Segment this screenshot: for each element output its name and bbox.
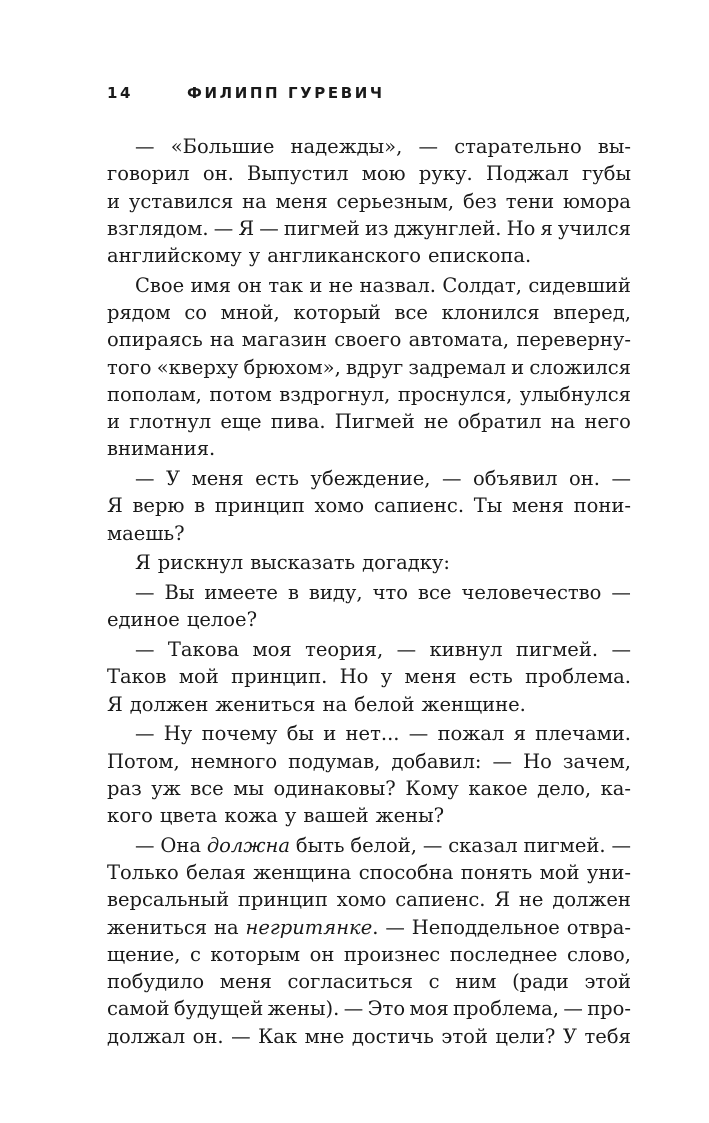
word: — xyxy=(611,581,631,604)
word: с xyxy=(189,942,201,966)
word: достичь xyxy=(351,1024,434,1048)
word: — xyxy=(135,135,155,158)
word: у xyxy=(248,244,261,267)
text-line xyxy=(107,748,631,775)
word: принцип xyxy=(214,494,305,518)
word: рядом xyxy=(107,301,171,324)
word: автомата, xyxy=(408,328,510,352)
word: — xyxy=(135,833,155,857)
word: принцип. xyxy=(231,665,328,689)
word: Но xyxy=(523,749,552,773)
word: жениться xyxy=(107,915,208,939)
word: не xyxy=(518,888,544,912)
word: Таков xyxy=(107,665,167,689)
word: должен xyxy=(552,888,631,912)
word: — xyxy=(135,722,155,746)
word: есть xyxy=(468,665,513,689)
word: он. xyxy=(192,1024,224,1048)
word: джунглей. xyxy=(393,216,502,240)
word: хомо xyxy=(314,494,365,518)
word: сказал xyxy=(448,833,518,857)
word: Это xyxy=(367,997,406,1021)
word: на xyxy=(209,328,235,352)
word: верю xyxy=(132,494,185,518)
word: без xyxy=(462,189,497,213)
text-line xyxy=(107,886,631,913)
word: версальный xyxy=(107,888,230,912)
word: жены? xyxy=(375,804,445,827)
word: меня xyxy=(511,494,564,518)
word xyxy=(207,832,290,859)
word: этой xyxy=(441,1024,488,1048)
word: уставился xyxy=(128,189,234,213)
word: что xyxy=(372,581,408,604)
word: уж xyxy=(151,776,181,800)
word: маешь? xyxy=(107,521,185,545)
word: и xyxy=(323,722,337,746)
word: Поджал xyxy=(486,162,569,186)
word: Только xyxy=(107,861,179,884)
word: ка- xyxy=(600,776,631,800)
word: задремал xyxy=(408,355,506,379)
word: У xyxy=(166,467,181,490)
word: — xyxy=(135,638,155,661)
word: мы xyxy=(233,776,264,800)
text-line xyxy=(107,465,631,492)
text-line xyxy=(107,549,631,576)
word: объявил xyxy=(472,467,558,490)
word: кого xyxy=(107,804,153,827)
text-line xyxy=(107,381,631,408)
word: — xyxy=(213,216,234,240)
word: жены). xyxy=(267,997,340,1021)
running-title: ФИЛИПП ГУРЕВИЧ xyxy=(187,84,385,102)
word: подумав, xyxy=(288,749,381,773)
text-line xyxy=(107,775,631,802)
word: — xyxy=(231,1024,251,1048)
word: — xyxy=(611,833,631,857)
text-line xyxy=(107,354,631,381)
word: — xyxy=(343,997,364,1021)
word: будущей xyxy=(173,997,264,1021)
word: внимания. xyxy=(107,437,216,461)
word: у xyxy=(284,804,297,827)
word: какое xyxy=(468,776,528,800)
word: того xyxy=(107,355,152,379)
word: Но xyxy=(506,216,536,240)
text-line xyxy=(107,272,631,299)
text-line xyxy=(107,408,631,435)
word: старательно xyxy=(454,135,582,158)
word: белой, xyxy=(350,833,417,857)
word: вздрогнул, xyxy=(279,382,391,406)
word: белая xyxy=(186,861,246,884)
word: цвета xyxy=(159,804,218,827)
word: слово, xyxy=(566,942,631,966)
word: — xyxy=(611,638,631,661)
text-line xyxy=(107,242,631,269)
text-line xyxy=(107,606,631,633)
word: мной, xyxy=(220,301,280,324)
word: зачем, xyxy=(562,749,631,773)
word: Неподдельное xyxy=(411,915,560,939)
text-line xyxy=(107,914,631,941)
word: — xyxy=(135,581,155,604)
word: Кому xyxy=(405,776,459,800)
word: самой xyxy=(107,997,170,1021)
word: вдруг xyxy=(346,355,404,379)
word: мне xyxy=(304,1024,345,1048)
running-header xyxy=(107,84,609,104)
text-line xyxy=(107,435,631,462)
word: в xyxy=(194,494,206,518)
word: немного xyxy=(190,749,278,773)
word: ним xyxy=(455,970,497,993)
word: сложился xyxy=(529,355,631,379)
word: щение, xyxy=(107,942,181,966)
word: магазин xyxy=(241,328,328,352)
text-line xyxy=(107,215,631,242)
text-line xyxy=(107,968,631,995)
word: — xyxy=(259,216,279,240)
text-line xyxy=(107,720,631,747)
emphasis: должна xyxy=(206,833,290,857)
text-line xyxy=(107,326,631,353)
word: (ради xyxy=(512,970,569,993)
word: принцип xyxy=(237,888,328,912)
word: опираясь xyxy=(107,328,203,352)
text-line xyxy=(107,691,631,718)
word: жениться xyxy=(215,692,316,716)
word: хомо xyxy=(336,888,387,912)
word: так xyxy=(268,273,303,297)
word: руку. xyxy=(418,162,473,186)
word: пигмей. xyxy=(523,833,606,857)
word: Я xyxy=(238,216,255,240)
word: пигмей. xyxy=(515,638,599,661)
word: со xyxy=(184,301,208,324)
word: он. xyxy=(202,162,234,186)
text-line xyxy=(107,802,631,829)
word: побудило xyxy=(107,970,205,993)
word: потом xyxy=(209,382,272,406)
word: Я xyxy=(494,888,511,912)
word: Выпустил xyxy=(247,162,349,186)
word: есть xyxy=(255,467,299,490)
word: Я xyxy=(107,692,123,716)
word: нет... xyxy=(345,722,400,746)
word: английскому xyxy=(107,244,242,267)
word: Такова xyxy=(167,638,240,661)
word: сапиенс. xyxy=(395,888,486,912)
word: плечами. xyxy=(535,722,631,746)
word: произнес xyxy=(343,942,441,966)
word: на xyxy=(322,692,348,716)
word: переверну- xyxy=(516,328,631,352)
word: добавил: xyxy=(391,749,482,773)
word: понять xyxy=(460,861,533,884)
word: рискнул xyxy=(157,551,244,575)
word: «Большие xyxy=(170,135,275,158)
word: пони- xyxy=(573,494,631,518)
word: почему xyxy=(201,722,278,746)
word: — xyxy=(492,749,513,773)
word: все xyxy=(190,776,224,800)
text-line xyxy=(107,133,631,160)
word: проснулся, xyxy=(397,382,513,406)
word: — xyxy=(408,722,429,746)
word: тени xyxy=(505,189,555,213)
word: Как xyxy=(258,1024,298,1048)
word: должен xyxy=(129,692,209,716)
word: — xyxy=(611,467,631,490)
word: убеждение, xyxy=(310,467,431,490)
word: — xyxy=(135,467,155,490)
word: надежды», xyxy=(290,135,403,158)
word: мой xyxy=(539,861,580,884)
word: должал xyxy=(107,1024,186,1048)
text-line xyxy=(107,941,631,968)
word: сапиенс. xyxy=(373,494,465,518)
word: все xyxy=(418,581,452,604)
word: — xyxy=(422,833,443,857)
word: все xyxy=(394,301,428,324)
text-line xyxy=(107,859,631,886)
word: белой xyxy=(354,692,415,716)
word: обратил xyxy=(457,410,542,433)
word: цели? xyxy=(495,1024,556,1048)
text-line xyxy=(107,636,631,663)
word: на xyxy=(242,189,267,213)
word: Она xyxy=(160,833,201,857)
word: человечество xyxy=(461,581,602,604)
word: высказать xyxy=(250,551,356,575)
word: дело, xyxy=(537,776,592,800)
word: взглядом. xyxy=(107,216,209,240)
word: бы xyxy=(286,722,314,746)
word: одинаковы? xyxy=(273,776,396,800)
word: него xyxy=(584,410,631,433)
text-line xyxy=(107,160,631,187)
word: на xyxy=(550,410,576,433)
text-line xyxy=(107,299,631,326)
word: в xyxy=(287,581,299,604)
word: Ну xyxy=(163,722,193,746)
word: проблема, xyxy=(453,997,559,1021)
word: серьезным, xyxy=(336,189,455,213)
word: не xyxy=(328,273,354,297)
word: сидевший xyxy=(528,273,631,297)
word: уни- xyxy=(586,861,631,884)
word: про- xyxy=(587,997,631,1021)
word: губы xyxy=(582,162,631,186)
word: проблема. xyxy=(525,665,631,689)
text-line xyxy=(107,663,631,690)
word: вперед, xyxy=(553,301,631,324)
word: быть xyxy=(295,833,345,857)
word: виду, xyxy=(308,581,363,604)
word: теория, xyxy=(305,638,384,661)
text-line xyxy=(107,832,631,859)
word: способна xyxy=(358,861,454,884)
word: «кверху xyxy=(156,355,239,379)
word: моя xyxy=(252,638,292,661)
word: вы- xyxy=(597,135,631,158)
word: он. xyxy=(569,467,600,490)
word: юмора xyxy=(562,189,631,213)
body-text xyxy=(107,133,631,1050)
word: которым xyxy=(210,942,301,966)
word: говорил xyxy=(107,162,190,186)
word: тебя xyxy=(584,1024,631,1048)
word: с xyxy=(428,970,440,993)
word: пива. xyxy=(270,410,326,433)
word: целое? xyxy=(186,608,258,632)
word: он xyxy=(237,273,263,297)
word: и xyxy=(107,410,120,433)
word: Вы xyxy=(164,581,195,604)
word: не xyxy=(423,410,449,433)
word: который xyxy=(293,301,381,324)
word: из xyxy=(364,216,389,240)
word: я xyxy=(540,216,553,240)
word: — xyxy=(396,638,417,661)
word: пигмей xyxy=(283,216,360,240)
word: имеете xyxy=(204,581,278,604)
word: согласиться xyxy=(287,970,413,993)
word: женщина xyxy=(253,861,352,884)
text-line xyxy=(107,1023,631,1050)
word: епископа. xyxy=(428,244,532,267)
word: пожал xyxy=(437,722,505,746)
word: учился xyxy=(557,216,631,240)
word: отвра- xyxy=(566,915,631,939)
word: последнее xyxy=(449,942,558,966)
word: имя xyxy=(190,273,231,297)
word: клонился xyxy=(441,301,540,324)
word: глотнул xyxy=(129,410,212,433)
word: Свое xyxy=(135,273,185,297)
word: Ты xyxy=(473,494,503,518)
word: пополам, xyxy=(107,382,202,406)
word: Потом, xyxy=(107,749,180,773)
word: женщине. xyxy=(421,692,526,716)
word: единое xyxy=(107,608,180,632)
text-line xyxy=(107,995,631,1022)
word: он xyxy=(309,942,335,966)
word: — xyxy=(418,135,438,158)
text-line xyxy=(107,188,631,215)
word: догадку: xyxy=(362,551,450,575)
word: раз xyxy=(107,776,142,800)
text-line xyxy=(107,492,631,519)
word: Я xyxy=(135,551,151,575)
word: Солдат, xyxy=(442,273,522,297)
word: — xyxy=(385,915,405,939)
word: Пигмей xyxy=(334,410,415,433)
text-line xyxy=(107,520,631,547)
word: и xyxy=(107,189,120,213)
word: кожа xyxy=(224,804,278,827)
word: моя xyxy=(409,997,449,1021)
word: мой xyxy=(178,665,219,689)
word: и xyxy=(511,355,525,379)
word: этой xyxy=(584,970,631,993)
word: У xyxy=(562,1024,577,1048)
word: у xyxy=(380,665,393,689)
word: меня xyxy=(275,189,328,213)
word: на xyxy=(214,915,239,939)
word: еще xyxy=(220,410,262,433)
word: Но xyxy=(339,665,369,689)
page-number: 14 xyxy=(107,84,134,102)
emphasis: негритянке xyxy=(245,915,373,939)
word: своего xyxy=(334,328,402,352)
word: меня xyxy=(219,970,272,993)
text-line xyxy=(107,579,631,606)
word: — xyxy=(441,467,462,490)
word: Я xyxy=(107,494,123,518)
word: — xyxy=(563,997,583,1021)
word: и xyxy=(309,273,323,297)
word: назвал. xyxy=(359,273,436,297)
word: вашей xyxy=(303,804,369,827)
word: негритянке. xyxy=(245,915,379,939)
word: я xyxy=(513,722,526,746)
word: меня xyxy=(404,665,457,689)
word: брюхом», xyxy=(243,355,341,379)
word: улыбнулся xyxy=(519,382,631,406)
word: кивнул xyxy=(429,638,503,661)
word: англиканского xyxy=(267,244,422,267)
word: мою xyxy=(361,162,406,186)
word: меня xyxy=(191,467,244,490)
